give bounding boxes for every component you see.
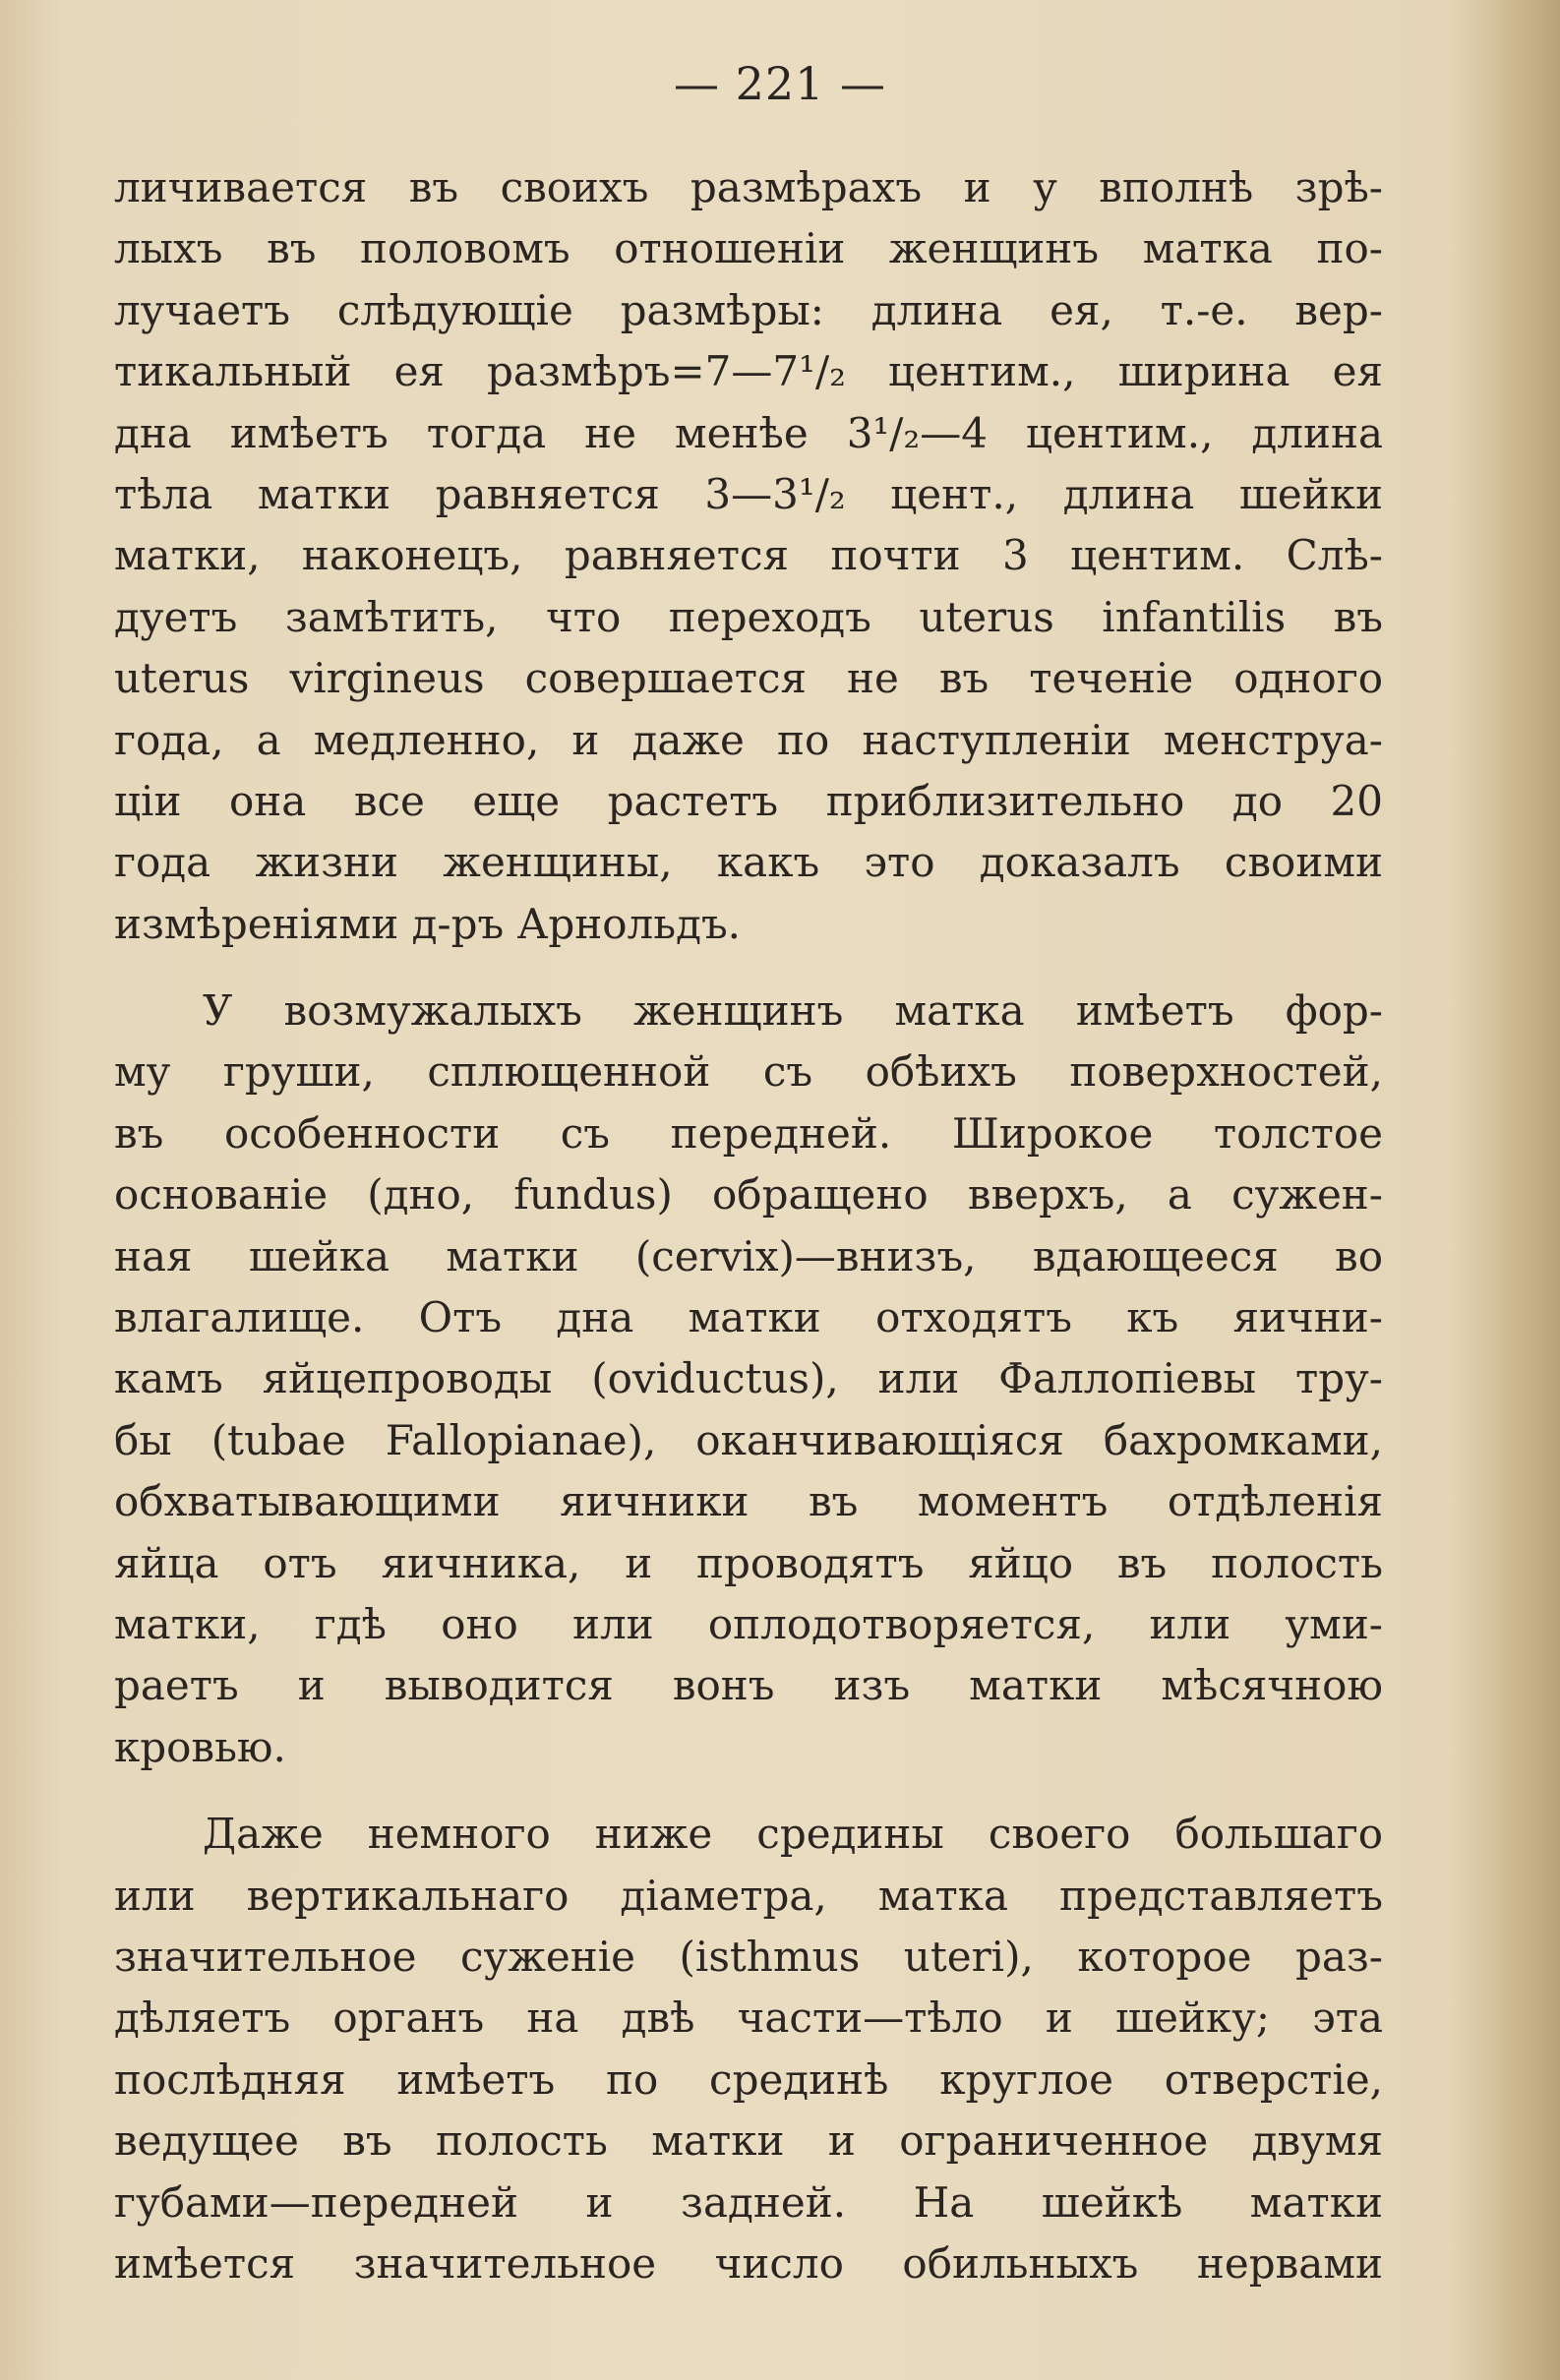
- text-line: дуетъ замѣтить, что переходъ uterus infantilis въ: [114, 592, 1383, 641]
- text-line: значительное суженiе (isthmus uteri), которое раз-: [114, 1932, 1383, 1981]
- text-line: или вертикальнаго дiаметра, матка представляетъ: [114, 1871, 1383, 1920]
- text-line: въ особенности съ передней. Широкое толстое: [114, 1108, 1383, 1158]
- text-line: камъ яйцепроводы (oviductus), или Фаллопiевы тру-: [114, 1354, 1383, 1403]
- text-line: послѣдняя имѣетъ по срединѣ круглое отверстiе,: [114, 2054, 1383, 2104]
- page-number: — 221 —: [673, 57, 887, 110]
- text-line: имѣется значительное число обильныхъ нервами: [114, 2238, 1383, 2288]
- body-text: [114, 157, 1383, 2294]
- text-line: му груши, сплющенной съ обѣихъ поверхностей,: [114, 1047, 1383, 1097]
- text-line: uterus virgineus совершается не въ теченiе одного: [114, 654, 1383, 703]
- text-line: влагалище. Отъ дна матки отходятъ къ яични-: [114, 1293, 1383, 1342]
- text-line: лыхъ въ половомъ отношенiи женщинъ матка по-: [114, 224, 1383, 273]
- text-line: У возмужалыхъ женщинъ матка имѣетъ фор-: [203, 986, 1383, 1036]
- text-line: основанiе (дно, fundus) обращено вверхъ, а сужен-: [114, 1170, 1383, 1220]
- text-line: измѣренiями д-ръ Арнольдъ.: [114, 899, 742, 948]
- text-line: тѣла матки равняется 3—3¹/₂ цент., длина шейки: [114, 469, 1383, 518]
- text-line: ведущее въ полость матки и ограниченное двумя: [114, 2116, 1383, 2166]
- text-line: яйца отъ яичника, и проводятъ яйцо въ полость: [114, 1538, 1383, 1587]
- text-line: ная шейка матки (cervix)—внизъ, вдающееся во: [114, 1231, 1383, 1280]
- paragraph: [114, 981, 1383, 1778]
- text-line: лучаетъ слѣдующiе размѣры: длина ея, т.-е. вер-: [114, 285, 1383, 334]
- text-line: матки, гдѣ оно или оплодотворяется, или уми-: [114, 1599, 1383, 1648]
- text-line: тикальный ея размѣръ=7—7¹/₂ центим., ширина ея: [114, 347, 1383, 396]
- text-line: дѣляетъ органъ на двѣ части—тѣло и шейку; эта: [114, 1993, 1383, 2043]
- text-line: дна имѣетъ тогда не менѣе 3¹/₂—4 центим., длина: [114, 408, 1383, 457]
- text-line: кровью.: [114, 1722, 286, 1771]
- paragraph: [114, 157, 1383, 955]
- text-line: раетъ и выводится вонъ изъ матки мѣсячною: [114, 1661, 1383, 1710]
- text-line: Даже немного ниже средины своего большаго: [203, 1810, 1383, 1859]
- text-line: матки, наконецъ, равняется почти 3 центим. Слѣ-: [114, 531, 1383, 580]
- text-line: года, а медленно, и даже по наступленiи менструа-: [114, 715, 1383, 764]
- text-line: обхватывающими яичники въ моментъ отдѣленiя: [114, 1477, 1383, 1526]
- text-line: бы (tubae Fallopianae), оканчивающiяся бахромками,: [114, 1415, 1383, 1464]
- text-line: года жизни женщины, какъ это доказалъ своими: [114, 838, 1383, 887]
- text-line: губами—передней и задней. На шейкѣ матки: [114, 2177, 1383, 2227]
- text-line: цiи она все еще растетъ приблизительно до 20: [114, 776, 1383, 825]
- paragraph: [114, 1804, 1383, 2294]
- text-line: личивается въ своихъ размѣрахъ и у вполнѣ зрѣ-: [114, 163, 1383, 211]
